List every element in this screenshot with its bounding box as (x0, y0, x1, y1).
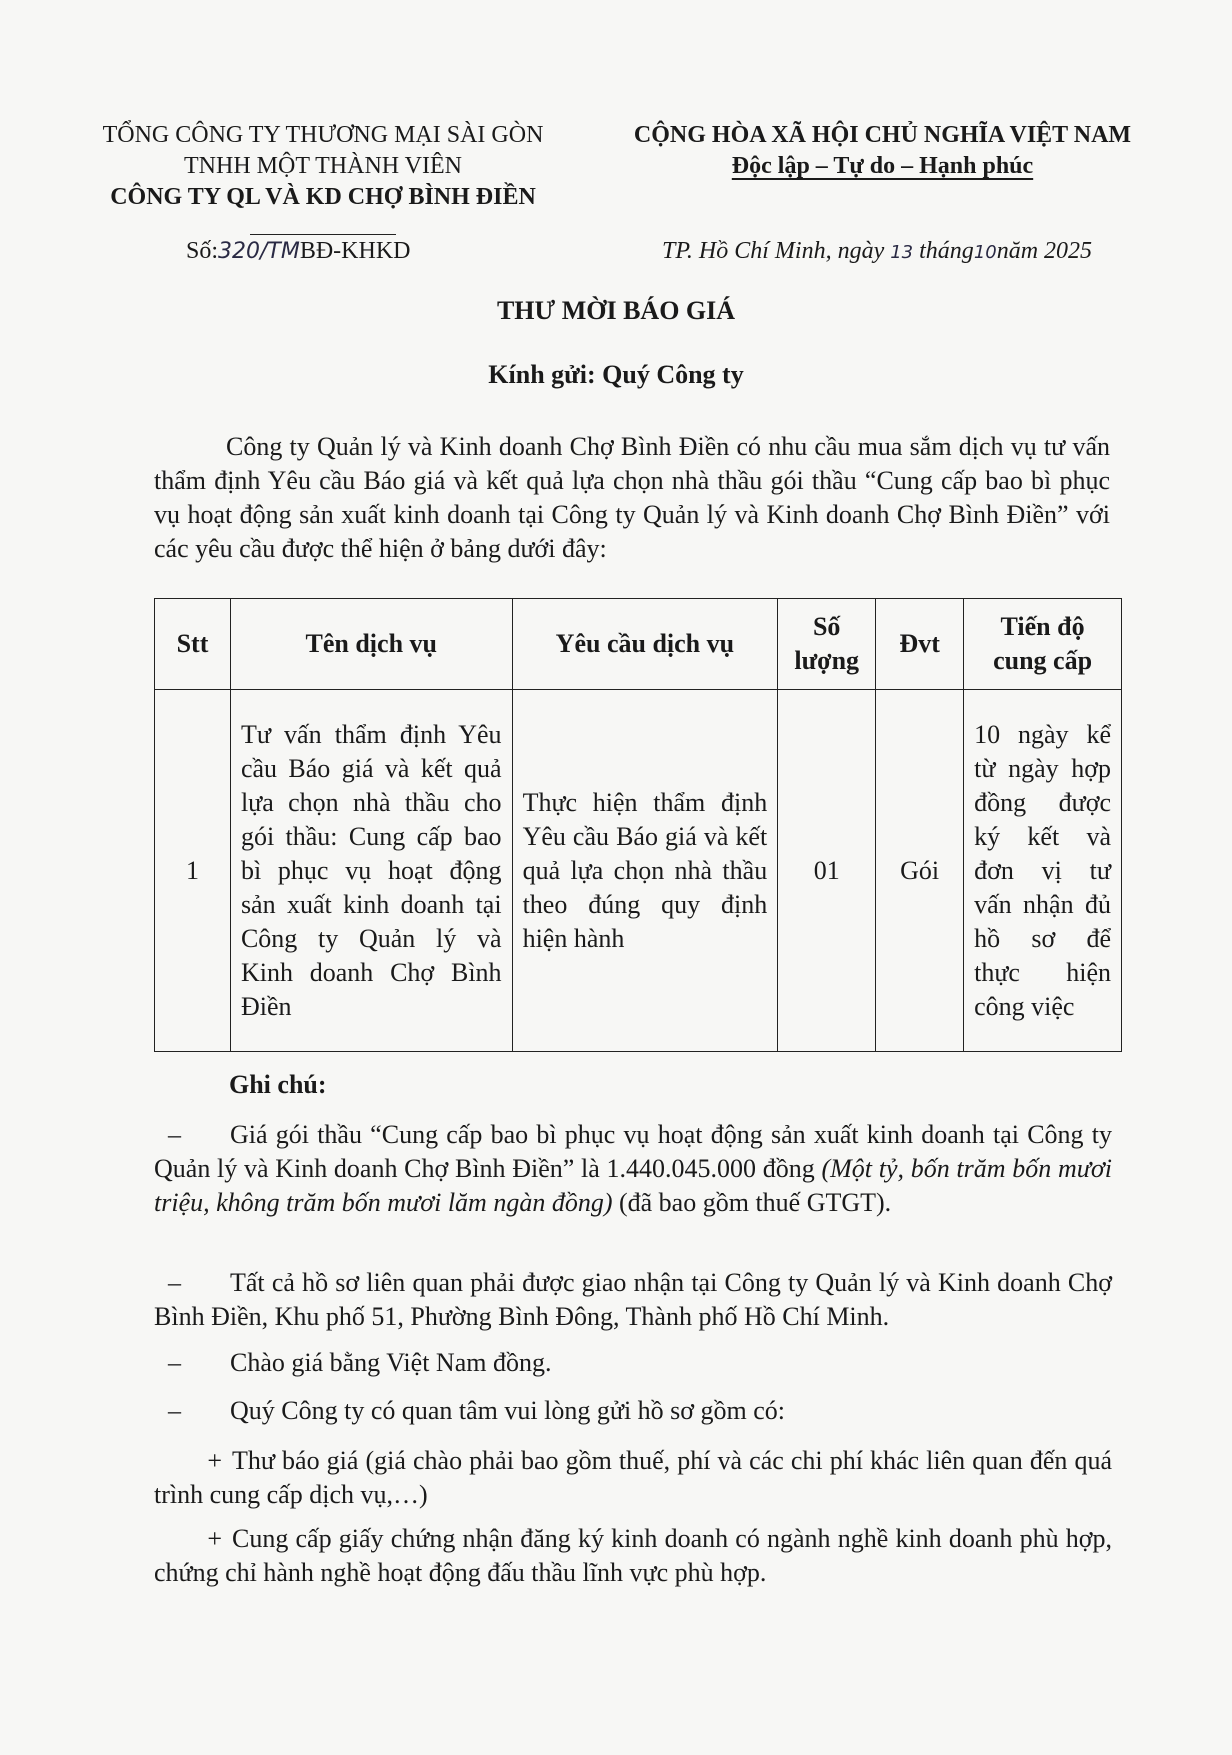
sub-item-quotation-text: Thư báo giá (giá chào phải bao gồm thuế, phí và các chi phí khác liên quan đến quá trình cung cấp dịch vụ,…) (154, 1446, 1112, 1509)
note-delivery (154, 1266, 1112, 1334)
note-price (154, 1118, 1112, 1220)
note-price-text: Giá gói thầu “Cung cấp bao bì phục vụ hoạt động sản xuất kinh doanh tại Công ty Quản lý và Kinh doanh Chợ Bình Điền” là 1.440.045.000 đồng (154, 1120, 1112, 1183)
col-unit: Đvt (876, 599, 964, 690)
issuer-parent-name: TỔNG CÔNG TY THƯƠNG MẠI SÀI GÒN (102, 122, 544, 148)
sub-item-license (154, 1522, 1112, 1590)
issuer-underline (250, 234, 396, 235)
cell-unit: Gói (876, 690, 964, 1052)
cell-name: Tư vấn thẩm định Yêu cầu Báo giá và kết quả lựa chọn nhà thầu cho gói thầu: Cung cấp bao bì phục vụ hoạt động sản xuất kinh doanh tại Công ty Quản lý và Kinh doanh Chợ Bình Điền (230, 690, 512, 1052)
note-delivery-text: Tất cả hồ sơ liên quan phải được giao nhận tại Công ty Quản lý và Kinh doanh Chợ Bình Điền, Khu phố 51, Phường Bình Đông, Thành phố Hồ Chí Minh. (154, 1268, 1112, 1331)
date-day: 13 (890, 242, 914, 263)
table-row (155, 690, 1122, 1052)
dash-marker: – (168, 1268, 181, 1297)
date-year: năm 2025 (996, 238, 1093, 264)
col-quantity: Số lượng (778, 599, 876, 690)
national-motto: Độc lập – Tự do – Hạnh phúc (731, 153, 1034, 179)
note-documents-text: Quý Công ty có quan tâm vui lòng gửi hồ sơ gồm có: (230, 1396, 786, 1425)
greeting: Kính gửi: Quý Công ty (488, 360, 744, 389)
note-price-words: (Một tỷ, bốn trăm bốn mươi triệu, không trăm bốn mươi lăm ngàn đồng) (154, 1154, 1113, 1217)
cell-requirement: Thực hiện thẩm định Yêu cầu Báo giá và kết quả lựa chọn nhà thầu theo đúng quy định hiện hành (512, 690, 778, 1052)
note-price-vat: (đã bao gồm thuế GTGT). (618, 1188, 892, 1217)
note-documents (154, 1394, 1112, 1428)
dash-marker: – (168, 1396, 181, 1425)
notes-title: Ghi chú: (229, 1070, 327, 1099)
sub-item-license-text: Cung cấp giấy chứng nhận đăng ký kinh doanh có ngành nghề kinh doanh phù hợp, chứng chỉ hành nghề hoạt động đấu thầu lĩnh vực phù hợp. (154, 1524, 1112, 1587)
cell-stt: 1 (155, 690, 231, 1052)
plus-marker: + (207, 1446, 222, 1475)
intro-paragraph: Công ty Quản lý và Kinh doanh Chợ Bình Điền có nhu cầu mua sắm dịch vụ tư vấn thẩm định Yêu cầu Báo giá và kết quả lựa chọn nhà thầu gói thầu “Cung cấp bao bì phục vụ hoạt động sản xuất kinh doanh tại Công ty Quản lý và Kinh doanh Chợ Bình Điền” với các yêu cầu được thể hiện ở bảng dưới đây: (154, 432, 1110, 563)
cell-quantity: 01 (778, 690, 876, 1052)
national-title: CỘNG HÒA XÃ HỘI CHỦ NGHĨA VIỆT NAM (633, 122, 1132, 148)
note-currency-text: Chào giá bằng Việt Nam đồng. (230, 1348, 552, 1377)
issuer-header (88, 120, 558, 244)
table-header-row (155, 599, 1122, 690)
col-stt: Stt (155, 599, 231, 690)
date-month: 10 (973, 242, 997, 263)
doc-number-handwritten: 320/TM (218, 239, 300, 264)
document-number (186, 238, 411, 265)
col-name: Tên dịch vụ (230, 599, 512, 690)
sub-item-quotation (154, 1444, 1112, 1512)
national-header (600, 120, 1165, 182)
date-place: TP. Hồ Chí Minh, ngày (662, 238, 885, 264)
document-date (662, 238, 1092, 265)
dash-marker: – (168, 1348, 181, 1377)
dash-marker: – (168, 1120, 181, 1149)
issuer-parent-type: TNHH MỘT THÀNH VIÊN (184, 153, 462, 179)
cell-progress: 10 ngày kể từ ngày hợp đồng được ký kết và đơn vị tư vấn nhận đủ hồ sơ để thực hiện công việc (964, 690, 1122, 1052)
date-month-label: tháng (919, 238, 974, 264)
plus-marker: + (207, 1524, 222, 1553)
col-requirement: Yêu cầu dịch vụ (512, 599, 778, 690)
service-table (154, 598, 1122, 1052)
doc-number-suffix: BĐ-KHKD (299, 238, 411, 264)
col-progress: Tiến độ cung cấp (964, 599, 1122, 690)
note-currency (154, 1346, 1112, 1380)
doc-number-prefix: Số: (186, 238, 219, 264)
document-title: THƯ MỜI BÁO GIÁ (496, 296, 736, 325)
issuer-company-name: CÔNG TY QL VÀ KD CHỢ BÌNH ĐIỀN (110, 184, 536, 210)
